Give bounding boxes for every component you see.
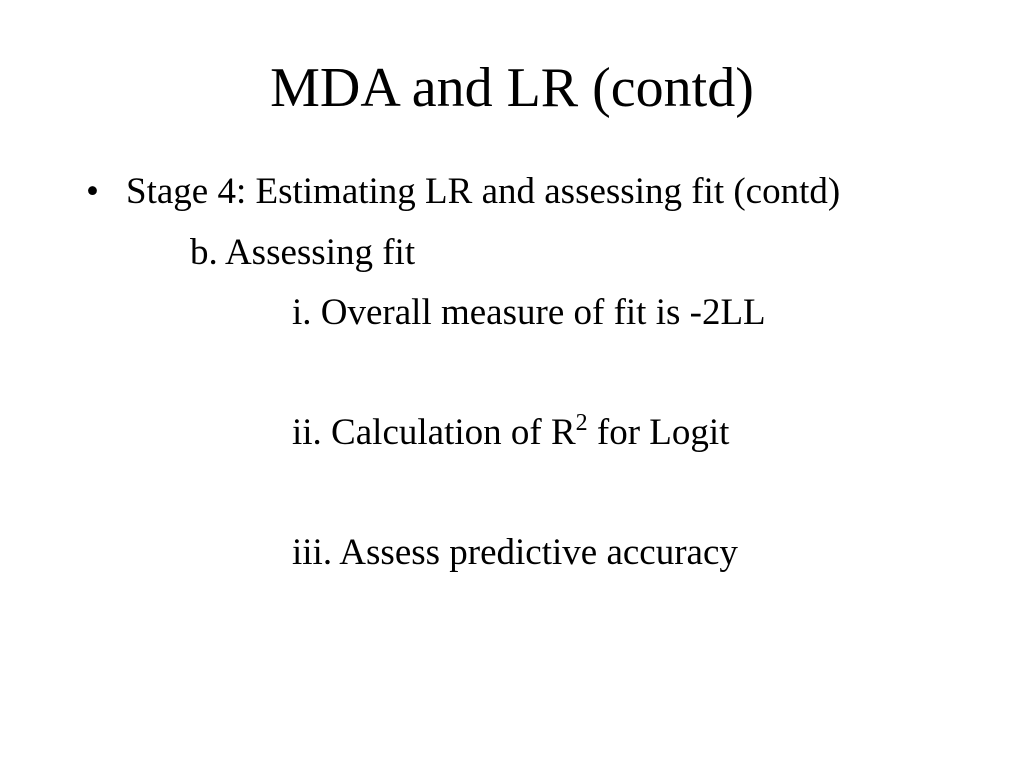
bullet-marker: • xyxy=(86,171,99,212)
sub-heading-assessing-fit: b. Assessing fit xyxy=(190,232,416,273)
item-calculation-r2 xyxy=(292,411,729,455)
bullet-stage-4 xyxy=(86,170,840,214)
item-ii-text-after: for Logit xyxy=(587,412,730,453)
slide-title: MDA and LR (contd) xyxy=(270,57,754,119)
superscript-2: 2 xyxy=(575,410,588,436)
bullet-text: Stage 4: Estimating LR and assessing fit (contd) xyxy=(126,171,841,212)
item-overall-measure: i. Overall measure of fit is -2LL xyxy=(292,292,766,333)
item-predictive-accuracy: iii. Assess predictive accuracy xyxy=(292,532,738,573)
item-ii-text-before: ii. Calculation of R xyxy=(292,412,576,453)
